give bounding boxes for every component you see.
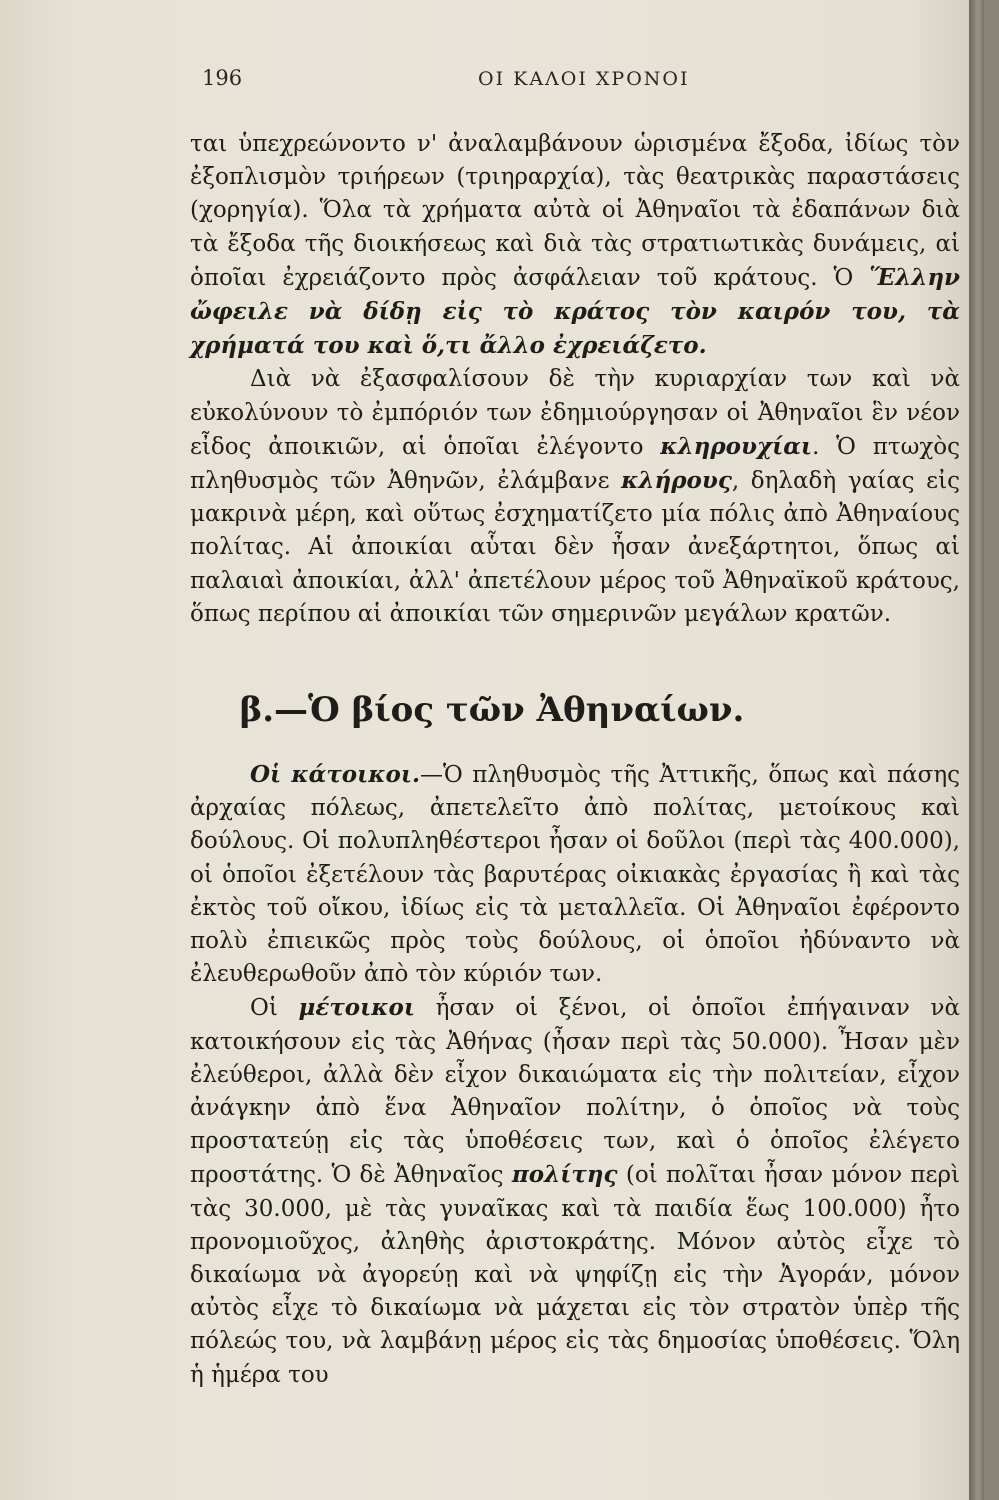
text-block-bottom	[190, 758, 960, 1392]
paragraph-text: ἦσαν οἱ ξένοι, οἱ ὁποῖοι ἐπήγαιναν νὰ κατοικήσουν εἰς τὰς Ἀθήνας (ἦσαν περὶ τὰς 50.000). Ἦσαν μὲν ἐλεύθεροι, ἀλλὰ δὲν εἶχον δικαιώματα εἰς τὴν πολιτείαν, εἶχον ἀνάγκην ἀπὸ ἕνα Ἀθηναῖον πολίτην, ὁ ὁποῖος νὰ τοὺς προστατεύῃ εἰς τὰς ὑποθέσεις των, καὶ ὁ ὁποῖος ἐλέγετο προστάτης. Ὁ δὲ Ἀθηναῖος	[190, 995, 960, 1189]
paragraph-cleruchies	[190, 363, 960, 631]
section-heading: β.—Ὁ βίος τῶν Ἀθηναίων.	[239, 690, 745, 730]
paragraph-text: . Ὁ πτωχὸς πληθυσμὸς τῶν Ἀθηνῶν, ἐλάμβανε	[190, 433, 960, 495]
paragraph-metics-citizens	[190, 991, 960, 1391]
term-klerous: κλήρους	[621, 467, 732, 495]
term-polites: πολίτης	[511, 1161, 618, 1189]
paragraph-text: —Ὁ πληθυσμὸς τῆς Ἀττικῆς, ὅπως καὶ πάσης ἀρχαίας πόλεως, ἀπετελεῖτο ἀπὸ πολίτας, μετοίκους καὶ δούλους. Οἱ πολυπληθέστεροι ἦσαν οἱ δοῦλοι (περὶ τὰς 400.000), οἱ ὁποῖοι ἐξετέλουν τὰς βαρυτέρας οἰκιακὰς ἐργασίας ἢ καὶ τὰς ἐκτὸς τοῦ οἴκου, ἰδίως εἰς τὰ μεταλλεῖα. Οἱ Ἀθηναῖοι ἐφέροντο πολὺ ἐπιεικῶς πρὸς τοὺς δούλους, οἱ ὁποῖοι ἠδύναντο νὰ ἐλευθερωθοῦν ἀπὸ τὸν κύριόν των.	[190, 762, 960, 988]
paragraph-text: (οἱ πολῖται ἦσαν μόνον περὶ τὰς 30.000, μὲ τὰς γυναῖκας καὶ τὰ παιδία ἕως 100.000) ἦτο προνομιοῦχος, ἀληθὴς ἀριστοκράτης. Μόνον αὐτὸς εἶχε τὸ δικαίωμα νὰ ἀγορεύῃ καὶ νὰ ψηφίζῃ εἰς τὴν Ἀγοράν, μόνον αὐτὸς εἶχε τὸ δικαίωμα νὰ μάχεται εἰς τὸν στρατὸν ὑπὲρ τῆς πόλεώς του, νὰ λαμβάνῃ μέρος εἰς τὰς δημοσίας ὑποθέσεις. Ὅλη ἡ ἡμέρα του	[190, 1162, 960, 1388]
page-edge	[969, 0, 984, 1500]
term-klerouchiai: κληρουχίαι	[660, 432, 813, 460]
running-title: ΟΙ ΚΑΛΟΙ ΧΡΟΝΟΙ	[478, 68, 690, 90]
text-block-top	[190, 128, 960, 631]
paragraph-text: Οἱ	[250, 995, 299, 1022]
page-number: 196	[202, 66, 243, 90]
running-head	[0, 66, 984, 96]
emphasized-sentence: Ἕλλην ὤφειλε νὰ δίδῃ εἰς τὸ κράτος τὸν καιρόν του, τὰ χρήματά του καὶ ὅ,τι ἄλλο ἐχρειάζετο.	[190, 263, 960, 360]
subheading-inhabitants: Οἱ κάτοικοι.	[250, 761, 420, 788]
paragraph-inhabitants	[190, 758, 960, 991]
paragraph-text: , δηλαδὴ γαίας εἰς μακρινὰ μέρη, καὶ οὕτως ἐσχηματίζετο μία πόλις ἀπὸ Ἀθηναίους πολίτας. Αἱ ἀποικίαι αὗται δὲν ἦσαν ἀνεξάρτητοι, ὅπως αἱ παλαιαὶ ἀποικίαι, ἀλλ' ἀπετέλουν μέρος τοῦ Ἀθηναϊκοῦ κράτους, ὅπως περίπου αἱ ἀποικίαι τῶν σημερινῶν μεγάλων κρατῶν.	[190, 468, 960, 627]
paragraph-state-duties	[190, 128, 960, 363]
paragraph-text: ται ὑπεχρεώνοντο ν' ἀναλαμβάνουν ὡρισμένα ἔξοδα, ἰδίως τὸν ἐξοπλισμὸν τριήρεων (τριηραρχία), τὰς θεατρικὰς παραστάσεις (χορηγία). Ὅλα τὰ χρήματα αὐτὰ οἱ Ἀθηναῖοι τὰ ἐδαπάνων διὰ τὰ ἔξοδα τῆς διοικήσεως καὶ διὰ τὰς στρατιωτικὰς δυνάμεις, αἱ ὁποῖαι ἐχρειάζοντο πρὸς ἀσφάλειαν τοῦ κράτους. Ὁ	[190, 131, 960, 291]
paragraph-text: Διὰ νὰ ἐξασφαλίσουν δὲ τὴν κυριαρχίαν των καὶ νὰ εὐκολύνουν τὸ ἐμπόριόν των ἐδημιούργησαν οἱ Ἀθηναῖοι ἓν νέον εἶδος ἀποικιῶν, αἱ ὁποῖαι ἐλέγοντο	[190, 366, 960, 460]
term-metoikoi: μέτοικοι	[298, 994, 415, 1022]
